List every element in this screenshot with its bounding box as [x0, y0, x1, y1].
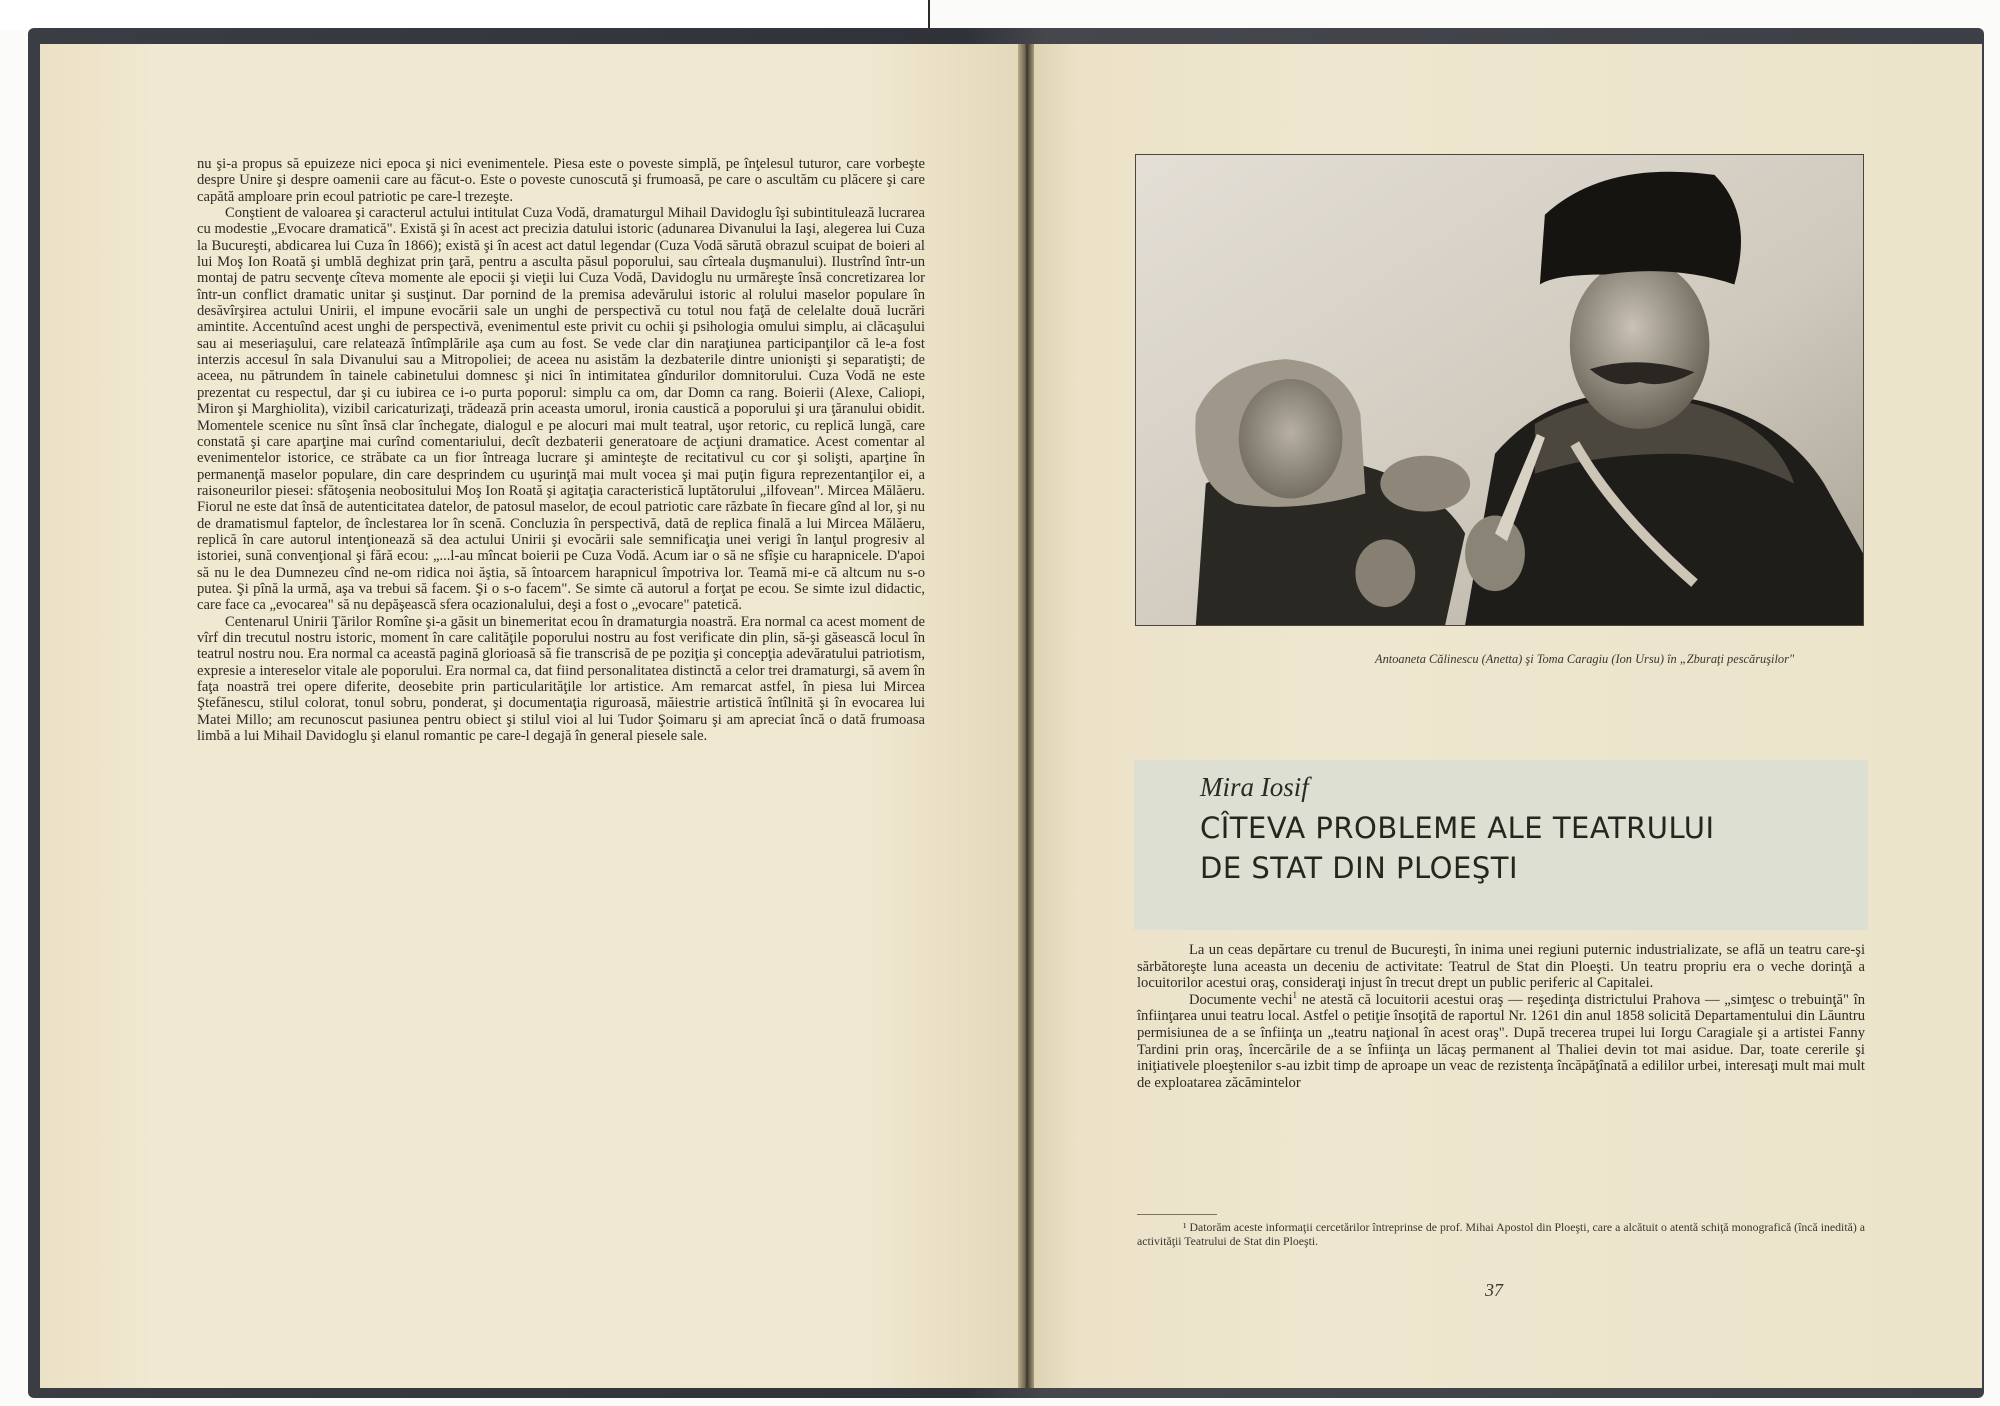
footnote-text: ¹ Datorăm aceste informaţii cercetărilor întreprinse de prof. Mihai Apostol din Ploeşti, care a alcătuit o atentă schiţă monografică (încă inedită) a activităţii Teatrului de Stat din Ploeşti.	[1137, 1220, 1865, 1248]
article-paragraph-2-start: Documente vechi	[1189, 991, 1293, 1008]
article-body	[1137, 942, 1865, 1091]
scanner-edge	[0, 0, 930, 30]
article-author: Mira Iosif	[1200, 772, 1309, 802]
left-paragraph-3: Centenarul Unirii Ţărilor Romîne şi-a găsit un binemeritat ecou în dramaturgia noastră. Era normal ca acest moment de vîrf din trecutul nostru istoric, moment în care calităţile poporului nostru au fost verificate din plin, să-şi găsească locul în teatrul nostru nou. Era normal ca această pagină glorioasă să fie transcrisă de pe poziţia şi concepţia adevăratului patriotism, expresie a intereselor vitale ale poporului. Era normal ca, dat fiind personalitatea distinctă a celor trei dramaturgi, să avem în faţa noastră trei opere diferite, deosebite prin particularităţile lor artistice. Am remarcat astfel, în piesa lui Mircea Ştefănescu, stilul colorat, tonul sobru, ponderat, şi documentaţia riguroasă, măiestrie artistică întîlnită şi în evocarea lui Matei Millo; am recunoscut pasiunea pentru obiect şi stilul vioi al lui Tudor Şoimaru şi am apreciat încă o dată frumoasa limbă a lui Mihail Davidoglu şi elanul romantic pe care-l degajă în general piesele sale.	[197, 613, 925, 745]
theatre-photo	[1135, 154, 1864, 626]
article-paragraph-1: La un ceas depărtare cu trenul de Bucureşti, în inima unei regiuni puternic industrializate, se află un teatru care-şi sărbătoreşte luna aceasta un deceniu de activitate: Teatrul de Stat din Ploeşti. Un teatru propriu era o veche dorinţă a locuitorilor acestui oraş, consideraţi injust în trecut drept un public periferic al Capitalei.	[1137, 942, 1865, 992]
footnote-rule	[1137, 1214, 1217, 1215]
article-paragraph-2	[1137, 989, 1865, 1092]
article-paragraph-2-rest: ne atestă că locuitorii acestui oraş — reşedinţa districtului Prahova — „simţesc o trebuinţă" în înfiinţarea unui teatru local. Astfel o petiţie însoţită de raportul Nr. 1261 din anul 1858 solicită Departamentului din Lăuntru permisiunea de a se înfiinţa un „teatru naţional în acest oraş". După trecerea trupei lui Iorgu Caragiale şi a artistei Fanny Tardini prin oraş, încercările de a se înfiinţa un lăcaş permanent al Thaliei devin tot mai asidue. Dar, toate cererile şi iniţiativele ploeştenilor s-au izbit timp de aproape un veac de rezistenţa încăpăţînată a edililor urbei, interesaţi mult mai mult de exploatarea zăcămintelor	[1137, 991, 1865, 1091]
left-paragraph-1: nu şi-a propus să epuizeze nici epoca şi nici evenimentele. Piesa este o poveste simplă, pe înţelesul tuturor, care vorbeşte despre Unire şi despre oamenii care au făcut-o. Este o poveste cunoscută şi frumoasă, pe care o ascultăm cu plăcere şi care capătă amploare prin ecoul patriotic pe care-l trezeşte.	[197, 156, 925, 205]
article-title-line-2: DE STAT DIN PLOEŞTI	[1200, 851, 1518, 885]
left-page-text	[197, 156, 925, 744]
book-gutter	[1018, 44, 1034, 1388]
footnote	[1137, 1220, 1865, 1248]
photo-illustration	[1136, 155, 1863, 625]
article-title	[1200, 808, 1840, 888]
footnote-marker: 1	[1292, 989, 1298, 1000]
article-title-line-1: CÎTEVA PROBLEME ALE TEATRULUI	[1200, 811, 1715, 845]
page-number: 37	[1485, 1280, 1503, 1300]
photo-caption: Antoaneta Călinescu (Anetta) şi Toma Caragiu (Ion Ursu) în „Zburaţi pescăruşilor"	[1375, 652, 1795, 666]
left-paragraph-2: Conştient de valoarea şi caracterul actului intitulat Cuza Vodă, dramaturgul Mihail Davidoglu îşi subintitulează lucrarea cu modestie „Evocare dramatică". Există şi în acest act precizia datului istoric (adunarea Divanului la Iaşi, alegerea lui Cuza la Bucureşti, abdicarea lui Cuza în 1866); există şi în acest act datul legendar (Cuza Vodă sărută obrazul scuipat de boieri al lui Moş Ion Roată şi umblă deghizat prin ţară, pentru a asculta păsul poporului, sau cîrteala duşmanului). Ilustrînd într-un montaj de patru secvenţe cîteva momente ale epocii şi vieţii lui Cuza Vodă, Davidoglu nu urmăreşte însă concretizarea lor într-un conflict dramatic unitar şi susţinut. Dar pornind de la premisa adevărului istoric al rolului maselor populare în desăvîrşirea actului Unirii, el impune evocării sale un unghi de perspectivă cu totul nou faţă de celelalte două lucrări amintite. Accentuînd acest unghi de perspectivă, evenimentul este privit cu ochii şi psihologia omului simplu, ai clăcaşului sau ai meseriaşului, care relatează întîmplările aşa cum au fost. Se vede clar din naraţiunea participanţilor că le-a fost interzis accesul în sala Divanului sau a Mitropoliei; de aceea nu asistăm la dezbaterile dintre unionişti şi separatişti; de aceea, nu pătrundem în tainele cabinetului domnesc şi nici în intimitatea gîndurilor domnitorului. Cuza Vodă ne este prezentat cu respectul, dar şi cu iubirea ce i-o purta poporul: simplu ca om, dar Domn ca rang. Boierii (Alexe, Caliopi, Miron şi Marghiolita), vizibil caricaturizaţi, trădează prin aceasta umorul, ironia caustică a poporului şi ura ţăranului obidit. Momentele scenice nu sînt însă clar închegate, dialogul e pe alocuri mai mult teatral, uşor retoric, cu replică lungă, care constată şi care aparţine mai curînd comentariului, decît dezbaterii generatoare de acţiuni dramatice. Acest comentar al evenimentelor istorice, ce străbate ca un fior întreaga lucrare şi aminteşte de recitativul cu cor şi solişti, aparţine în permanenţă maselor populare, din care desprindem cu uşurinţă mai mult vocea şi mai puţin figura reprezentanţilor ei, a raisoneurilor piesei: sfătoşenia neobositului Moş Ion Roată şi agitaţia caracteristică luptătorului „ilfovean". Mircea Mălăeru. Fiorul ne este dat însă de autenticitatea datelor, de patosul maselor, de ecoul patriotic care răzbate în fiecare gînd al lor, şi nu de dramatismul faptelor, de înclestarea lor în scenă. Concluzia în perspectivă, dată de replica finală a lui Mircea Mălăeru, replică în care autorul intenţionează să dea actului Unirii şi evocării sale semnificaţia unei verigi în lanţul progresiv al istoriei, sună convenţional şi fără ecou: „...l-au mîncat boierii pe Cuza Vodă. Acum iar o să ne sfîşie cu harapnicele. D'apoi să nu le dea Dumnezeu cînd ne-om ridica noi ăştia, să întoarcem harapnicul împotriva lor. Teamă mi-e că altcum nu s-o putea. Şi pînă la urmă, aşa va trebui să facem. Şi o s-o facem". Se simte că autorul a forţat pe ecou. Se simte izul didactic, care face ca „evocarea" să nu depăşească sfera ocazionalului, deşi a fost o „evocare" patetică.	[197, 205, 925, 614]
